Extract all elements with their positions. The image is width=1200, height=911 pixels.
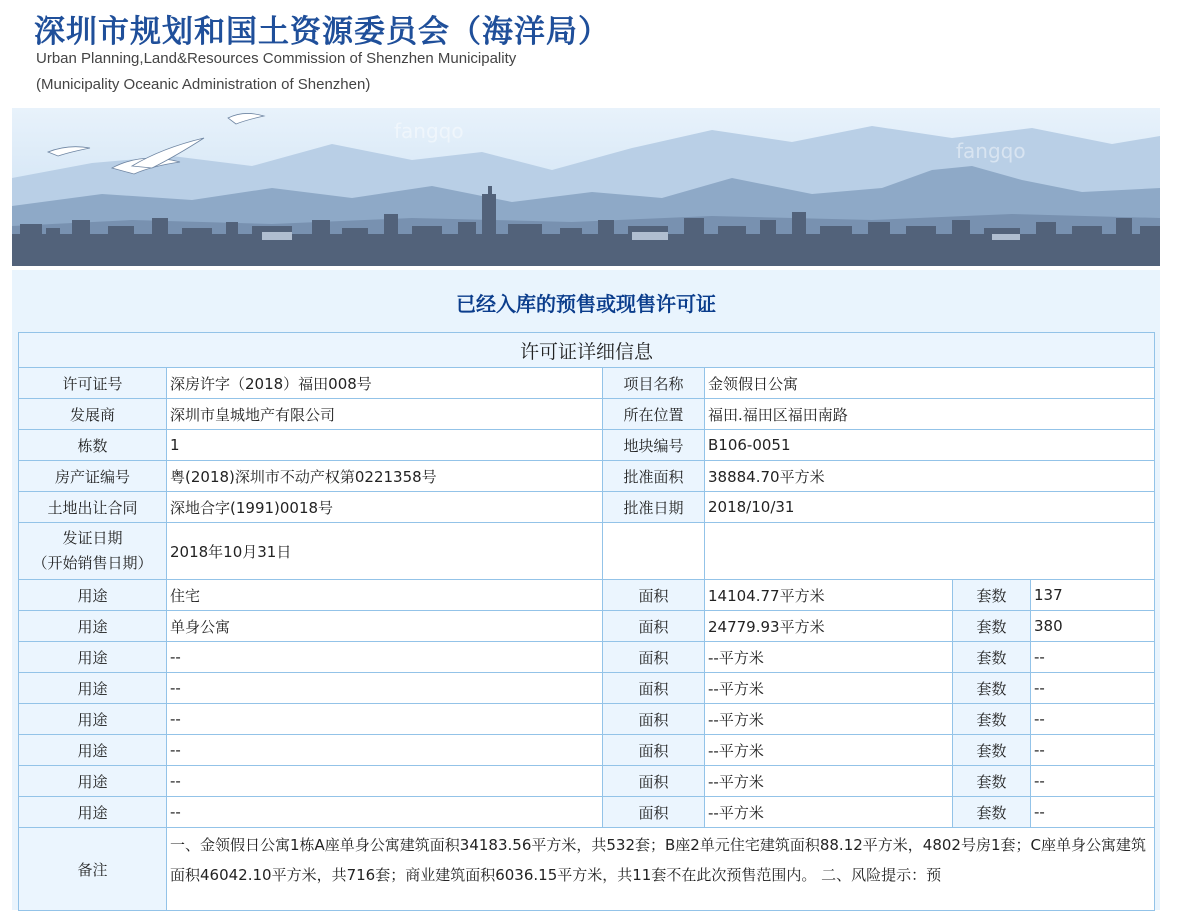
usage-value: -- <box>167 704 603 735</box>
remark-text: 一、金领假日公寓1栋A座单身公寓建筑面积34183.56平方米，共532套；B座2单元住宅建筑面积88.12平方米，4802号房1套；C座单身公寓建筑面积46042.10平方米，共716套；商业建筑面积6036.15平方米，共11套不在此次预售范围内。 二、风险提示：预 <box>167 828 1155 911</box>
project-name-value: 金领假日公寓 <box>705 368 1155 399</box>
license-no-label: 许可证号 <box>19 368 167 399</box>
table-row <box>19 430 1155 461</box>
table-row <box>19 368 1155 399</box>
issue-date-label-main: 发证日期 <box>62 529 123 547</box>
area-label: 面积 <box>603 735 705 766</box>
area-label: 面积 <box>603 580 705 611</box>
usage-row <box>19 642 1155 673</box>
area-label: 面积 <box>603 642 705 673</box>
table-row <box>19 461 1155 492</box>
area-value: --平方米 <box>705 673 953 704</box>
units-value: -- <box>1031 766 1155 797</box>
land-contract-value: 深地合字(1991)0018号 <box>167 492 603 523</box>
content-panel <box>12 270 1160 910</box>
usage-label: 用途 <box>19 704 167 735</box>
area-value: --平方米 <box>705 797 953 828</box>
usage-row <box>19 580 1155 611</box>
buildings-value: 1 <box>167 430 603 461</box>
units-value: 380 <box>1031 611 1155 642</box>
location-value: 福田.福田区福田南路 <box>705 399 1155 430</box>
site-header <box>0 0 1200 106</box>
issue-date-label-sub: （开始销售日期） <box>32 554 153 572</box>
units-label: 套数 <box>953 673 1031 704</box>
units-value: -- <box>1031 673 1155 704</box>
usage-row <box>19 766 1155 797</box>
issue-date-label <box>19 523 167 580</box>
usage-label: 用途 <box>19 797 167 828</box>
table-row <box>19 523 1155 580</box>
area-value: --平方米 <box>705 735 953 766</box>
area-value: --平方米 <box>705 704 953 735</box>
usage-value: -- <box>167 735 603 766</box>
issue-date-value: 2018年10月31日 <box>167 523 603 580</box>
table-row <box>19 399 1155 430</box>
usage-row <box>19 797 1155 828</box>
units-value: 137 <box>1031 580 1155 611</box>
usage-value: 单身公寓 <box>167 611 603 642</box>
property-cert-label: 房产证编号 <box>19 461 167 492</box>
usage-label: 用途 <box>19 642 167 673</box>
usage-value: 住宅 <box>167 580 603 611</box>
area-value: --平方米 <box>705 642 953 673</box>
license-no-value: 深房许字（2018）福田008号 <box>167 368 603 399</box>
empty-cell <box>603 523 705 580</box>
area-label: 面积 <box>603 766 705 797</box>
approval-date-value: 2018/10/31 <box>705 492 1155 523</box>
buildings-label: 栋数 <box>19 430 167 461</box>
area-label: 面积 <box>603 797 705 828</box>
remark-label: 备注 <box>19 828 167 911</box>
usage-row <box>19 735 1155 766</box>
units-label: 套数 <box>953 611 1031 642</box>
table-row <box>19 492 1155 523</box>
approved-area-value: 38884.70平方米 <box>705 461 1155 492</box>
empty-cell <box>705 523 1155 580</box>
banner-watermark: fangqo <box>956 139 1026 163</box>
site-title-cn: 深圳市规划和国土资源委员会（海洋局） <box>34 14 610 50</box>
area-value: 14104.77平方米 <box>705 580 953 611</box>
units-value: -- <box>1031 797 1155 828</box>
usage-label: 用途 <box>19 611 167 642</box>
usage-label: 用途 <box>19 735 167 766</box>
area-value: 24779.93平方米 <box>705 611 953 642</box>
table-caption: 许可证详细信息 <box>19 333 1155 368</box>
units-value: -- <box>1031 704 1155 735</box>
usage-label: 用途 <box>19 580 167 611</box>
units-label: 套数 <box>953 797 1031 828</box>
usage-value: -- <box>167 642 603 673</box>
units-label: 套数 <box>953 704 1031 735</box>
usage-row <box>19 673 1155 704</box>
units-label: 套数 <box>953 766 1031 797</box>
area-label: 面积 <box>603 673 705 704</box>
property-cert-value: 粤(2018)深圳市不动产权第0221358号 <box>167 461 603 492</box>
units-label: 套数 <box>953 735 1031 766</box>
remark-row <box>19 828 1155 911</box>
license-detail-table <box>18 332 1155 911</box>
land-contract-label: 土地出让合同 <box>19 492 167 523</box>
approved-area-label: 批准面积 <box>603 461 705 492</box>
units-label: 套数 <box>953 580 1031 611</box>
area-label: 面积 <box>603 704 705 735</box>
usage-value: -- <box>167 766 603 797</box>
area-value: --平方米 <box>705 766 953 797</box>
units-value: -- <box>1031 642 1155 673</box>
area-label: 面积 <box>603 611 705 642</box>
site-subtitle-en: (Municipality Oceanic Administration of Shenzhen) <box>36 76 371 93</box>
page-title: 已经入库的预售或现售许可证 <box>456 292 716 316</box>
developer-value: 深圳市皇城地产有限公司 <box>167 399 603 430</box>
location-label: 所在位置 <box>603 399 705 430</box>
usage-row <box>19 704 1155 735</box>
usage-row <box>19 611 1155 642</box>
project-name-label: 项目名称 <box>603 368 705 399</box>
approval-date-label: 批准日期 <box>603 492 705 523</box>
plot-no-value: B106-0051 <box>705 430 1155 461</box>
usage-value: -- <box>167 673 603 704</box>
site-title-en: Urban Planning,Land&Resources Commission of Shenzhen Municipality <box>36 50 517 67</box>
units-value: -- <box>1031 735 1155 766</box>
banner-image <box>12 108 1160 266</box>
usage-value: -- <box>167 797 603 828</box>
units-label: 套数 <box>953 642 1031 673</box>
developer-label: 发展商 <box>19 399 167 430</box>
usage-label: 用途 <box>19 766 167 797</box>
banner-watermark: fangqo <box>394 119 464 143</box>
usage-label: 用途 <box>19 673 167 704</box>
plot-no-label: 地块编号 <box>603 430 705 461</box>
